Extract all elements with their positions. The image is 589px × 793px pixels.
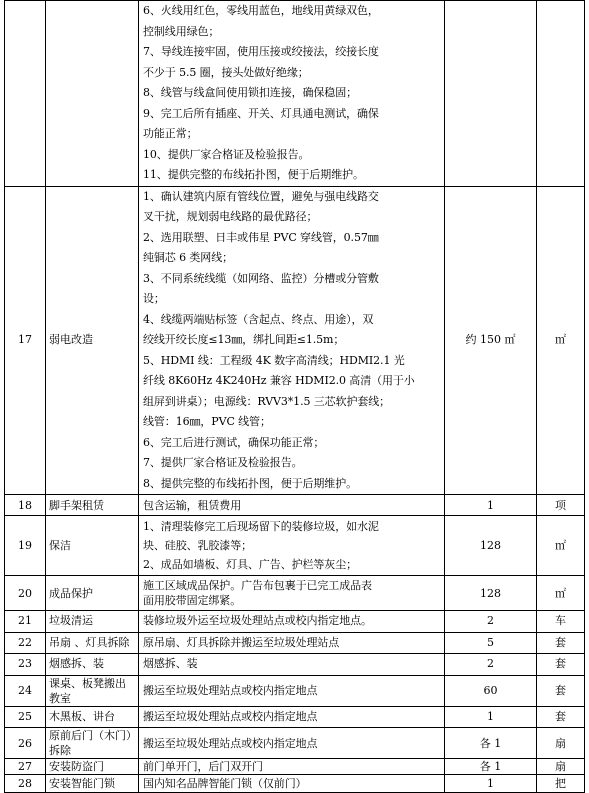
- description-line: 4、线缆两端贴标签（含起点、终点、用途），双: [143, 312, 374, 326]
- item-name: 烟感拆、装: [46, 654, 139, 676]
- table-row: [5, 186, 585, 495]
- table-row: [5, 775, 585, 793]
- description-line: 1、确认建筑内原有管线位置，避免与强电线路交: [143, 189, 379, 203]
- description-line: 6、火线用红色，零线用蓝色，地线用黄绿双色，: [143, 4, 379, 17]
- item-number: 20: [5, 576, 46, 611]
- description-line: 11、提供完整的布线拓扑图，便于后期维护。: [143, 168, 364, 181]
- description-line: 7、导线连接牢固，使用压接或绞接法，绞接长度: [143, 45, 379, 58]
- item-unit: 扇: [537, 759, 585, 775]
- item-quantity: 2: [445, 611, 537, 633]
- item-quantity: 1: [445, 495, 537, 516]
- description-line: 绞线开绞长度≤13㎜，绑扎间距≤1.5m；: [143, 333, 345, 346]
- item-number: 24: [5, 675, 46, 706]
- table-row: [5, 654, 585, 676]
- item-unit: 套: [537, 654, 585, 676]
- description-line: 前门单开门，后门双开门: [143, 760, 263, 773]
- item-unit: 扇: [537, 728, 585, 759]
- description-line: 10、提供厂家合格证及检验报告。: [143, 147, 310, 161]
- item-unit: 车: [537, 611, 585, 633]
- item-description: [139, 728, 445, 759]
- item-unit: 项: [537, 495, 585, 516]
- item-quantity: 各 1: [445, 728, 537, 759]
- item-name: 垃圾清运: [46, 611, 139, 633]
- description-line: 包含运输，租赁费用: [143, 498, 242, 512]
- item-description: [139, 759, 445, 775]
- item-description: [139, 495, 445, 516]
- quantity-table: [4, 0, 585, 793]
- item-name: 安装智能门锁: [46, 775, 139, 793]
- item-unit: 把: [537, 775, 585, 793]
- item-unit: 套: [537, 675, 585, 706]
- description-line: 功能正常；: [143, 127, 198, 140]
- description-line: 9、完工后所有插座、开关、灯具通电测试，确保: [143, 106, 379, 120]
- description-line: 搬运至垃圾处理站点或校内指定地点: [143, 709, 318, 723]
- description-line: 搬运至垃圾处理站点或校内指定地点: [143, 736, 318, 750]
- description-line: 不少于 5.5 圈，接头处做好绝缘；: [143, 65, 309, 79]
- description-line: 原吊扇、灯具拆除并搬运至垃圾处理站点: [143, 635, 340, 649]
- item-number: 22: [5, 632, 46, 654]
- item-number: 27: [5, 759, 46, 775]
- description-line: 国内知名品牌智能门锁（仅前门）: [143, 777, 307, 790]
- item-number: 21: [5, 611, 46, 633]
- table-row: [5, 675, 585, 706]
- item-number: 23: [5, 654, 46, 676]
- item-description: [139, 632, 445, 654]
- description-line: 施工区域成品保护。广告布包裹于已完工成品表: [143, 579, 372, 592]
- item-unit: 套: [537, 706, 585, 728]
- table-row: [5, 1, 585, 187]
- item-quantity: 128: [445, 576, 537, 611]
- item-description: [139, 576, 445, 611]
- description-line: 3、不同系统线缆（如网络、监控）分槽或分管敷: [143, 271, 379, 285]
- item-number: 17: [5, 186, 46, 495]
- item-name: 吊扇 、灯具拆除: [46, 632, 139, 654]
- item-quantity: 60: [445, 675, 537, 706]
- description-line: 7、提供厂家合格证及检验报告。: [143, 456, 303, 469]
- description-line: 纯铜芯 6 类网线；: [143, 251, 233, 264]
- item-number: 18: [5, 495, 46, 516]
- item-name: [46, 1, 139, 187]
- item-number: 19: [5, 516, 46, 576]
- item-description: [139, 775, 445, 793]
- item-quantity: 1: [445, 706, 537, 728]
- item-description: [139, 1, 445, 187]
- item-description: [139, 186, 445, 495]
- description-line: 8、线管与线盒间使用锁扣连接，确保稳固；: [143, 86, 357, 99]
- item-name: 脚手架租赁: [46, 495, 139, 516]
- item-number: 26: [5, 728, 46, 759]
- description-line: 8、提供完整的布线拓扑图，便于后期维护。: [143, 476, 357, 490]
- item-name: 课桌、板凳搬出教室: [46, 675, 139, 706]
- item-name: 成品保护: [46, 576, 139, 611]
- item-name: 安装防盗门: [46, 759, 139, 775]
- description-line: 组屏到讲桌）；电源线：RVV3*1.5 三芯软护套线；: [143, 394, 391, 408]
- description-line: 5、HDMI 线：工程级 4K 数字高清线；HDMI2.1 光: [143, 353, 405, 367]
- item-name: 木黑板、讲台: [46, 706, 139, 728]
- description-line: 叉干扰，规划弱电线路的最优路径；: [143, 210, 318, 223]
- item-quantity: 各 1: [445, 759, 537, 775]
- description-line: 线管：16㎜，PVC 线管；: [143, 415, 271, 428]
- description-line: 1、清理装修完工后现场留下的装修垃圾，如水泥: [143, 520, 379, 533]
- table-row: [5, 759, 585, 775]
- item-quantity: 128: [445, 516, 537, 576]
- description-line: 面用胶带固定绑紧。: [143, 594, 242, 607]
- item-number: [5, 1, 46, 187]
- item-name: 弱电改造: [46, 186, 139, 495]
- item-unit: ㎡: [537, 516, 585, 576]
- table-row: [5, 516, 585, 576]
- table-row: [5, 728, 585, 759]
- table-row: [5, 495, 585, 516]
- description-line: 控制线用绿色；: [143, 24, 220, 38]
- item-quantity: 1: [445, 775, 537, 793]
- description-line: 块、硅胶、乳胶漆等；: [143, 539, 252, 552]
- item-quantity: 5: [445, 632, 537, 654]
- item-description: [139, 675, 445, 706]
- table-row: [5, 611, 585, 633]
- item-name: 保洁: [46, 516, 139, 576]
- item-quantity: 2: [445, 654, 537, 676]
- item-description: [139, 654, 445, 676]
- table-row: [5, 706, 585, 728]
- item-quantity: [445, 1, 537, 187]
- item-quantity: 约 150 ㎡: [445, 186, 537, 495]
- item-unit: ㎡: [537, 186, 585, 495]
- description-line: 纤线 8K60Hz 4K240Hz 兼容 HDMI2.0 高清（用于小: [143, 374, 415, 387]
- description-line: 装修垃圾外运至垃圾处理站点或校内指定地点。: [143, 614, 372, 627]
- item-description: [139, 516, 445, 576]
- description-line: 2、选用联塑、日丰或伟星 PVC 穿线管，0.57㎜: [143, 230, 379, 244]
- table-row: [5, 576, 585, 611]
- description-line: 6、完工后进行测试，确保功能正常；: [143, 435, 325, 449]
- description-line: 设；: [143, 292, 165, 305]
- item-number: 25: [5, 706, 46, 728]
- description-line: 搬运至垃圾处理站点或校内指定地点: [143, 684, 318, 697]
- description-line: 烟感拆、装: [143, 657, 198, 670]
- description-line: 2、成品如墙板、灯具、广告、护栏等灰尘；: [143, 558, 357, 571]
- item-number: 28: [5, 775, 46, 793]
- item-unit: ㎡: [537, 576, 585, 611]
- item-description: [139, 706, 445, 728]
- item-unit: 套: [537, 632, 585, 654]
- item-unit: [537, 1, 585, 187]
- item-name: 原前后门（木门）拆除: [46, 728, 139, 759]
- table-row: [5, 632, 585, 654]
- item-description: [139, 611, 445, 633]
